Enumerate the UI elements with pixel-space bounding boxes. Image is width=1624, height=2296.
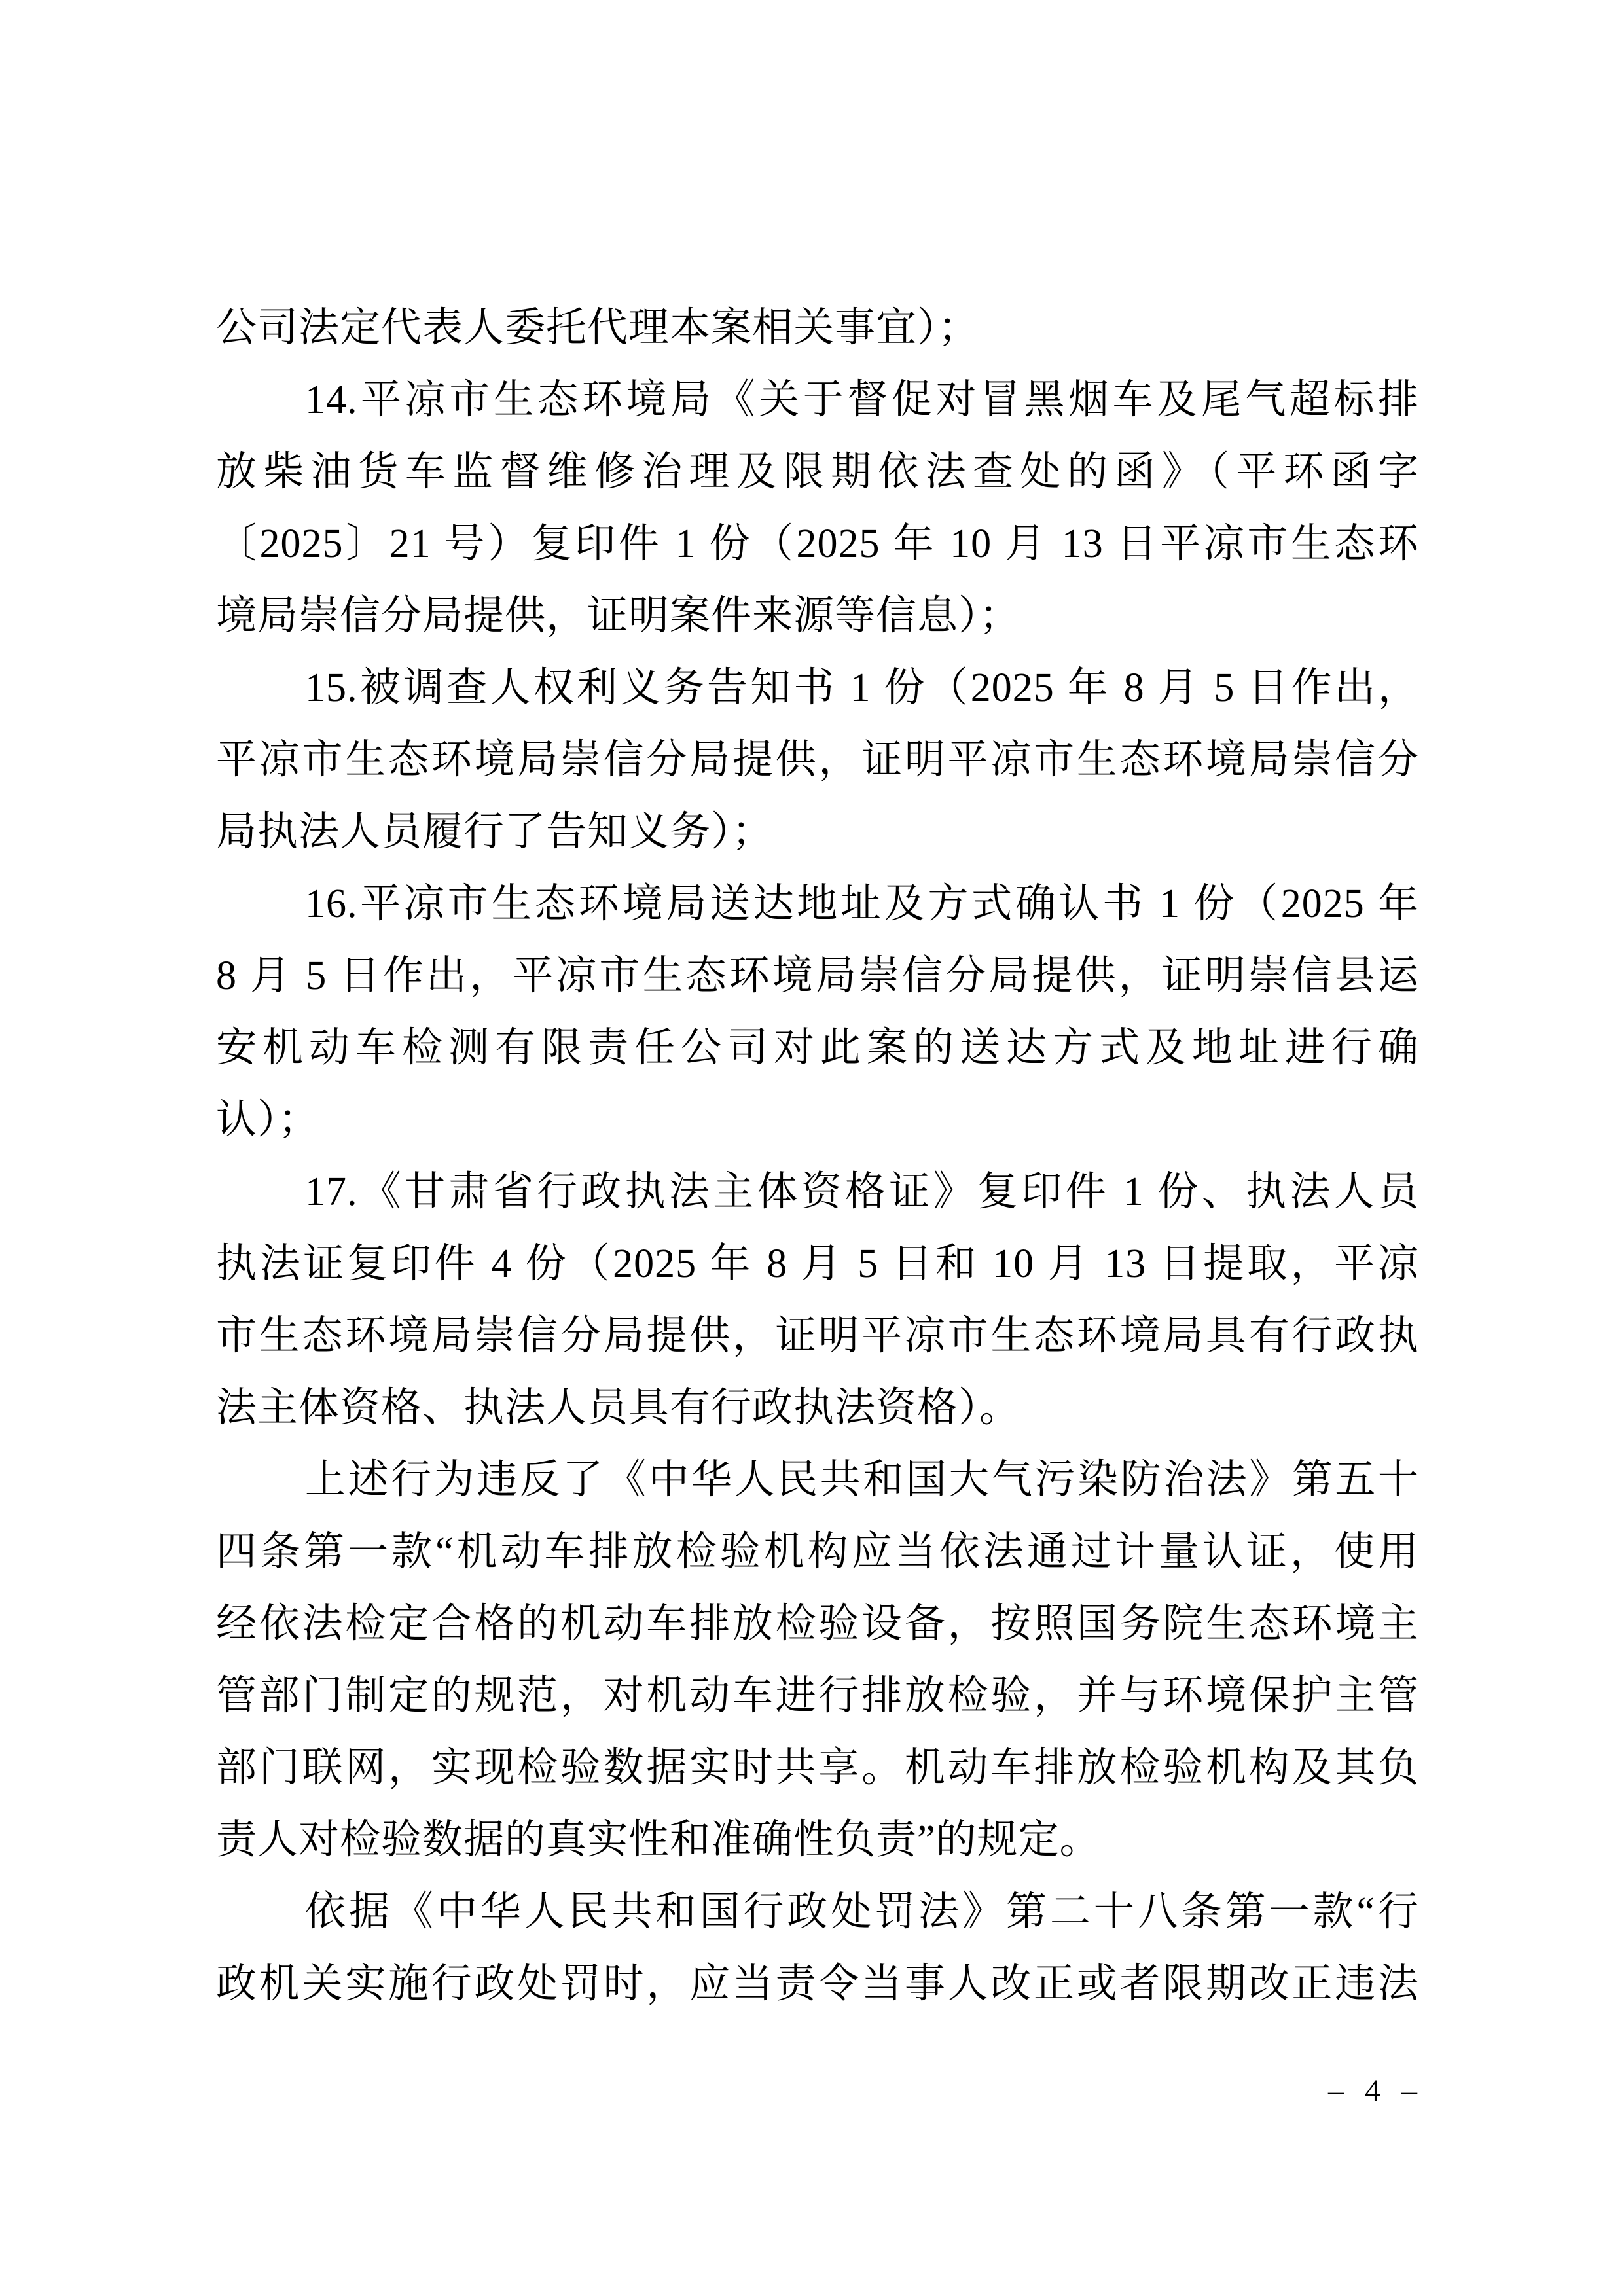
text-line: 8 月 5 日作出，平凉市生态环境局崇信分局提供，证明崇信县运 (216, 954, 1419, 998)
text-line: 安机动车检测有限责任公司对此案的送达方式及地址进行确 (216, 1026, 1419, 1070)
text-line: 经依法检定合格的机动车排放检验设备，按照国务院生态环境主 (216, 1602, 1419, 1646)
text-line: 四条第一款“机动车排放检验机构应当依法通过计量认证，使用 (216, 1530, 1419, 1574)
text-line: 局执法人员履行了告知义务）； (216, 810, 774, 854)
text-line: 境局崇信分局提供，证明案件来源等信息）； (216, 594, 1021, 638)
text-line: 管部门制定的规范，对机动车进行排放检验，并与环境保护主管 (216, 1674, 1419, 1718)
text-line: 17.《甘肃省行政执法主体资格证》复印件 1 份、执法人员 (305, 1170, 1419, 1214)
text-line: 14.平凉市生态环境局《关于督促对冒黑烟车及尾气超标排 (305, 378, 1419, 422)
text-line: 平凉市生态环境局崇信分局提供，证明平凉市生态环境局崇信分 (216, 738, 1419, 782)
text-line: 部门联网，实现检验数据实时共享。机动车排放检验机构及其负 (216, 1746, 1419, 1790)
text-line: 政机关实施行政处罚时，应当责令当事人改正或者限期改正违法 (216, 1962, 1419, 2006)
text-line: 执法证复印件 4 份（2025 年 8 月 5 日和 10 月 13 日提取，平凉 (216, 1242, 1419, 1286)
text-line: 依据《中华人民共和国行政处罚法》第二十八条第一款“行 (305, 1890, 1419, 1934)
text-line: 16.平凉市生态环境局送达地址及方式确认书 1 份（2025 年 (305, 882, 1419, 926)
text-line: 市生态环境局崇信分局提供，证明平凉市生态环境局具有行政执 (216, 1314, 1419, 1358)
text-line: 认）； (216, 1098, 320, 1142)
text-line: 责人对检验数据的真实性和准确性负责”的规定。 (216, 1818, 1101, 1862)
text-line: 法主体资格、执法人员具有行政执法资格）。 (216, 1386, 1021, 1430)
text-line: 15.被调查人权利义务告知书 1 份（2025 年 8 月 5 日作出， (305, 666, 1419, 710)
document-body (216, 292, 1419, 2020)
text-line: 放柴油货车监督维修治理及限期依法查处的函》（平环函字 (216, 450, 1419, 494)
text-line: 〔2025〕21 号）复印件 1 份（2025 年 10 月 13 日平凉市生态环 (216, 522, 1419, 566)
text-line: 上述行为违反了《中华人民共和国大气污染防治法》第五十 (305, 1458, 1419, 1502)
text-line: 公司法定代表人委托代理本案相关事宜）； (216, 306, 980, 350)
page-number: – 4 – (1328, 2073, 1424, 2108)
